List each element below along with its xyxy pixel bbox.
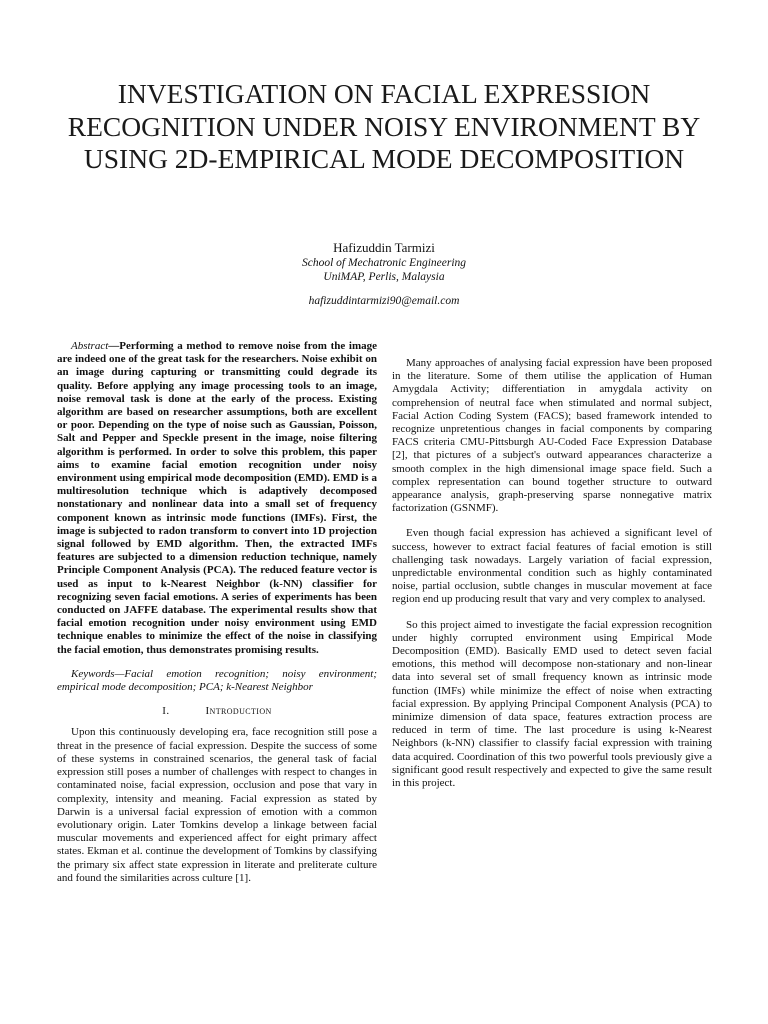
abstract-dash: — xyxy=(108,340,120,352)
section-title: Introduction xyxy=(205,705,272,718)
intro-paragraph-1: Upon this continuously developing era, face recognition still pose a threat in the presence of facial expression. Despite the success of some of these systems in constrained scenarios, the general task of facial expression still poses a number of challenges with respect to changes in contaminated noise, facial expression, occlusion and pose that vary in complexity, intensity and meaning. Facial expression as stated by Darwin is a universal facial expression of emotion with a common evolutionary origin. Later Tomkins develop a linkage between facial muscular movements and experienced affect for eight primary affect states. Ekman et al. continue the development of Tomkins by classifying the primary six affect state expression in literate and preliterate culture and found the similarities across culture [1]. xyxy=(57,726,377,884)
author-name: Hafizuddin Tarmizi xyxy=(333,240,435,255)
section-number: I. xyxy=(162,705,170,718)
author-affiliation-location: UniMAP, Perlis, Malaysia xyxy=(323,271,445,283)
body-paragraph-challenges: Even though facial expression has achieved a significant level of success, however to extract facial features of facial emotion is still challenging task nowadays. Largely variation of facial expression, unpredictable environmental condition such as highly contaminated noise, partial occlusion, subtle changes in muscular movement at face region end up producing result that vary and very complex to analysed. xyxy=(392,527,712,606)
keywords: Keywords—Facial emotion recognition; noisy environment; empirical mode decomposition; PCA; k-Nearest Neighbor xyxy=(57,667,377,694)
section-heading-introduction xyxy=(57,705,377,718)
author-block xyxy=(40,240,728,308)
author-email: hafizuddintarmizi90@email.com xyxy=(308,295,460,307)
left-column xyxy=(57,340,377,885)
body-paragraph-project-aim: So this project aimed to investigate the facial expression recognition under highly corrupted environment using Empirical Mode Decomposition (EMD). Basically EMD used to detect seven facial emotions, this method will decompose non-stationary and non-linear data into several set of small frequency known as intrinsic mode function (IMFs) while minimize the effect of noise when extracting facial expression. By applying Principal Component Analysis (PCA) to minimize dimension of data space, features extraction process are reduced in term of time. The last procedure is using k-Nearest Neighbors (k-NN) classifier to classify facial expression with training data acquired. Coordination of this two powerful tools previously give a significant good result respectively and expected to give the same result in this project. xyxy=(392,618,712,790)
paper-title: INVESTIGATION ON FACIAL EXPRESSION RECOGNITION UNDER NOISY ENVIRONMENT BY USING 2D-EMPIRICAL MODE DECOMPOSITION xyxy=(67,78,701,174)
body-paragraph-approaches: Many approaches of analysing facial expression have been proposed in the literature. Some of them utilise the application of Human Amygdala Activity; differentiation in amygdala activity on comprehension of neutral face when stimulated and normal subject, Facial Action Coding System (FACS); based framework intended to recognize unpretentious changes in facial components by comparing FACS criteria CMU-Pittsburgh AU-Coded Face Expression Database [2], that pictures of a subject's outward appearances characterize a smooth complex in the high dimensional image space field. Such a complex representation can bound together structure to outward appearance analysis, graph-preserving sparse nonnegative matrix factorization (GSNMF). xyxy=(392,357,712,515)
abstract xyxy=(57,340,377,657)
abstract-lead: Abstract xyxy=(71,340,109,352)
author-affiliation-school: School of Mechatronic Engineering xyxy=(301,257,467,269)
right-column xyxy=(392,357,712,790)
abstract-text: Performing a method to remove noise from the image are indeed one of the great task for the researchers. Noise exhibit on an image during capturing or transmitting could degrade its quality. Before applying any image processing tools to an image, noise removal task is done at the early of the process. Existing algorithm are based on researcher assumptions, both are excellent or poor. Depending on the type of noise such as Gaussian, Poisson, Salt and Pepper and Speckle present in the image, noise filtering algorithm is performed. In order to solve this problem, this paper aims to examine facial emotion recognition under noisy environment using empirical mode decomposition (EMD). EMD is a multiresolution technique which is adaptively decomposed nonstationary and nonlinear data into a small set of frequency component known as intrinsic mode functions (IMFs). First, the image is subjected to radon transform to convert into 1D projection signal followed by EMD algorithm. Then, the extracted IMFs features are subjected to a dimension reduction technique, namely Principle Component Analysis (PCA). The reduced feature vector is used as input to k-Nearest Neighbor (k-NN) classifier for recognizing seven facial emotions. A series of experiments has been conducted on JAFFE database. The experimental results show that facial emotion recognition under noisy environment using EMD technique enables to minimize the effect of the noise in classifying the facial emotion, thus demonstrates promising results. xyxy=(57,340,377,656)
